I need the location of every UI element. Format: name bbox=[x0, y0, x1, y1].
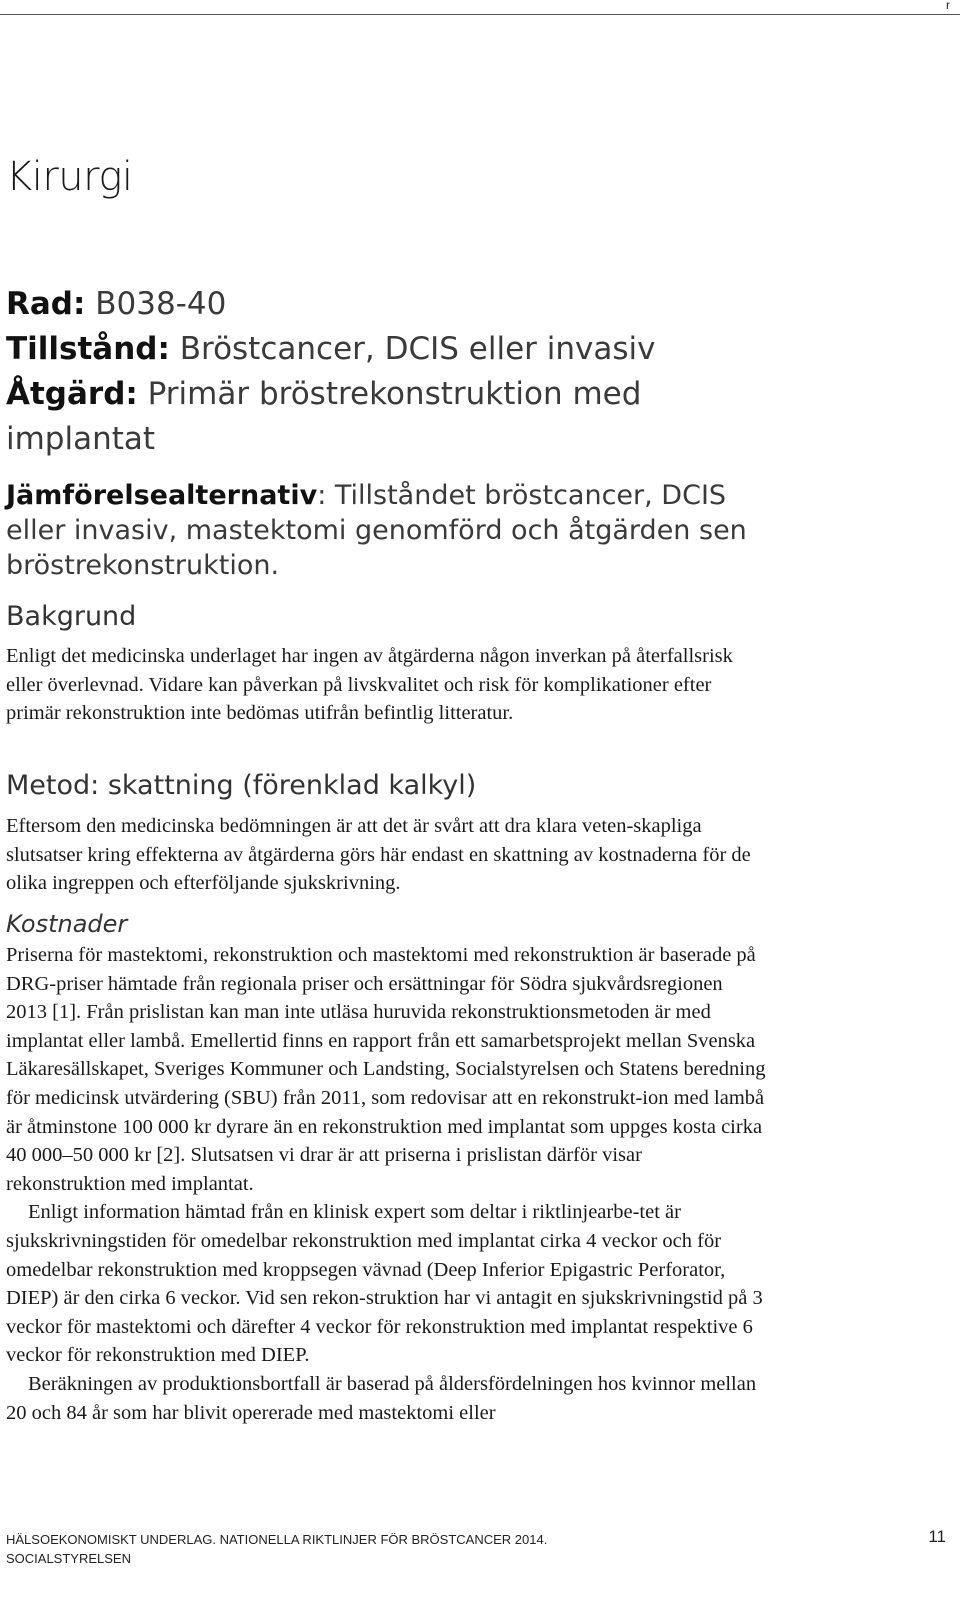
footer-line-2: SOCIALSTYRELSEN bbox=[6, 1551, 131, 1566]
costs-paragraph-3: Beräkningen av produktionsbortfall är baserad på åldersfördelningen hos kvinnor mellan 20 och 84 år som har blivit opererade med mastektomi eller bbox=[6, 1372, 757, 1424]
method-paragraph: Eftersom den medicinska bedömningen är att det är svårt att dra klara veten-skapliga slutsatser kring effekterna av åtgärderna görs här endast en skattning av kostnaderna för de olika ingreppen och efterföljande sjukskrivning. bbox=[6, 815, 751, 895]
comparison-text: : Tillståndet bröstcancer, DCIS eller invasiv, mastektomi genomförd och åtgärden sen bröstrekonstruktion. bbox=[6, 480, 747, 581]
action-label: Åtgärd: bbox=[6, 376, 138, 412]
footer-line-1: HÄLSOEKONOMISKT UNDERLAG. NATIONELLA RIKTLINJER FÖR BRÖSTCANCER 2014. bbox=[6, 1532, 548, 1547]
row-label: Rad: bbox=[6, 286, 86, 322]
comparison-alternative bbox=[6, 478, 766, 583]
condition-value: Bröstcancer, DCIS eller invasiv bbox=[179, 331, 656, 367]
costs-paragraph-1: Priserna för mastektomi, rekonstruktion och mastektomi med rekonstruktion är baserade på DRG-priser hämtade från regionala priser och ersättningar för Södra sjukvårdsregionen 2013 [1]. Från prislistan kan man inte utläsa huruvida rekonstruktionsmetoden är med implantat eller lambå. Emellertid finns en rapport från ett samarbetsprojekt mellan Svenska Läkaresällskapet, Sveriges Kommuner och Landsting, Socialstyrelsen och Statens beredning för medicinsk utvärdering (SBU) från 2011, som redovisar att en rekonstrukt-ion med lambå är åtminstone 100 000 kr dyrare än en rekonstruktion med implantat som uppges kosta cirka 40 000–50 000 kr [2]. Slutsatsen vi drar är att priserna i prislistan därför visar rekonstruktion med implantat. bbox=[6, 944, 766, 1195]
costs-paragraph-2: Enligt information hämtad från en klinisk expert som deltar i riktlinjearbe-tet är sjukskrivningstiden för omedelbar rekonstruktion med implantat cirka 4 veckor och för omedelbar rekonstruktion med kroppsegen vävnad (Deep Inferior Epigastric Perforator, DIEP) är den cirka 6 veckor. Vid sen rekon-struktion har vi antagit en sjukskrivningstid på 3 veckor för mastektomi och därefter 4 veckor för rekonstruktion med implantat respektive 6 veckor för rekonstruktion med DIEP. bbox=[6, 1201, 763, 1367]
header-mark: r bbox=[946, 0, 950, 12]
page-number: 11 bbox=[928, 1527, 946, 1546]
action-line-2 bbox=[6, 417, 806, 462]
action-value: Primär bröstrekonstruktion med bbox=[147, 376, 642, 412]
comparison-label: Jämförelsealternativ bbox=[6, 480, 318, 511]
footer-publication bbox=[6, 1530, 547, 1568]
background-text bbox=[6, 642, 766, 728]
method-heading: Metod: skattning (förenklad kalkyl) bbox=[6, 770, 477, 801]
background-heading: Bakgrund bbox=[6, 601, 137, 632]
costs-heading: Kostnader bbox=[6, 910, 128, 938]
header-rule bbox=[0, 14, 960, 15]
measure-heading bbox=[6, 282, 806, 462]
costs-text bbox=[6, 941, 766, 1427]
condition-label: Tillstånd: bbox=[6, 331, 170, 367]
action-value-continued: implantat bbox=[6, 421, 156, 457]
action-line bbox=[6, 372, 806, 417]
row-line bbox=[6, 282, 806, 327]
condition-line bbox=[6, 327, 806, 372]
row-value: B038-40 bbox=[95, 286, 227, 322]
method-text bbox=[6, 812, 766, 898]
chapter-title: Kirurgi bbox=[6, 154, 133, 200]
background-paragraph: Enligt det medicinska underlaget har ingen av åtgärderna någon inverkan på återfallsrisk eller överlevnad. Vidare kan påverkan på livskvalitet och risk för komplikationer efter primär rekonstruktion inte bedömas utifrån befintlig litteratur. bbox=[6, 645, 733, 725]
